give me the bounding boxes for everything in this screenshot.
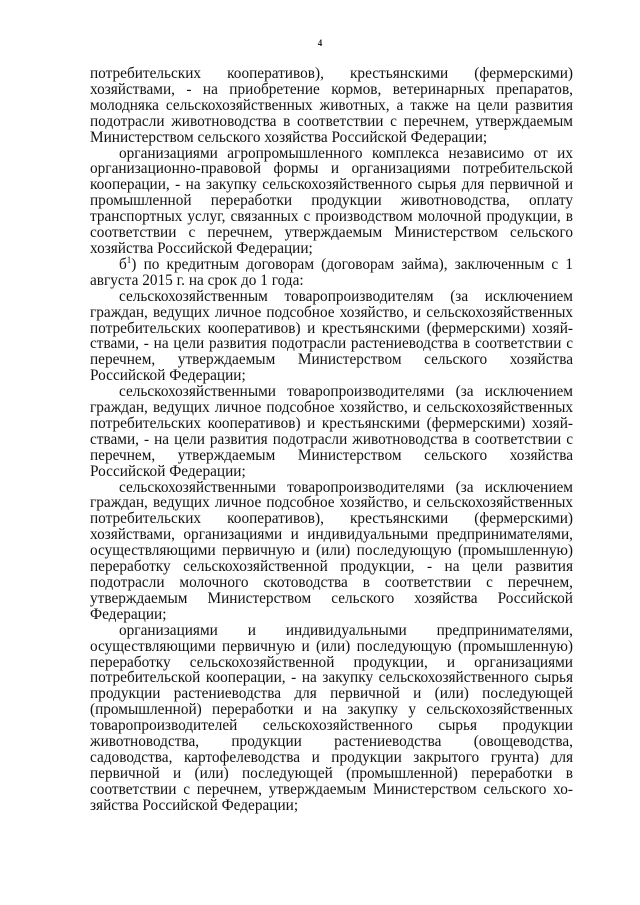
paragraph-6: сельскохозяйственными товаропроизводителями (за исключением граждан, ведущих личное подсобное хозяйство, и сельскохозяйственных потребительских кооперативов), крестьянскими (фермерскими) хозяйствами, организациями и индивидуальными предпринимателями, осуществляющими первичную и (или) последующую (промышленную) переработку сельскохозяйственной продукции, - на цели развития подотрасли молочного скотоводства в соответствии с перечнем, утверждаемым Министерством сельского хозяйства Российской Федерации; bbox=[90, 478, 573, 623]
paragraph-5: сельскохозяйственными товаропроизводителями (за исключением граждан, ведущих личное подсобное хозяйство, и сельскохозяйственных потребительских кооперативов) и крестьянскими (фермерскими) хозяйствами, - на цели развития подотрасли животноводства в соответствии с перечнем, утверждаемым Министерством сельского хозяйства Российской Федерации; bbox=[90, 383, 573, 480]
item-label-letter: б bbox=[119, 255, 127, 273]
paragraph-3 bbox=[90, 254, 573, 289]
page-number: 4 bbox=[317, 38, 323, 48]
paragraph-2: организациями агропромышленного комплекса независимо от их организационно-правовой формы и организациями потребительской кооперации, - на закупку сельскохозяйственного сырья для первичной и промышленной переработки продукции животноводства, оплату транспортных услуг, связанных с производством молочной продукции, в соответствии с перечнем, утверждаемым Министерством сельского хозяйства Российской Федерации; bbox=[90, 144, 573, 257]
paragraph-7: организациями и индивидуальными предпринимателями, осуществляющими первичную и (или) последующую (промышленную) переработку сельскохозяйственной продукции, и организациями потребительской кооперации, - на закупку сельскохозяйственного сырья продукции растениеводства для первичной и (или) последующей (промышленной) переработки и на закупку у сельскохозяйственных товаропроизводителей сельскохозяйственного сырья продукции животноводства, продукции растениеводства (овощеводства, садоводства, картофелеводства и продукции закрытого грунта) для первичной и (или) последующей (промышленной) переработки в соответствии с перечнем, утверждаемым Министерством сельского хозяйства Российской Федерации; bbox=[90, 621, 573, 814]
paragraph-3-text: по кредитным договорам (договорам займа), заключенным с 1 августа 2015 г. на срок до 1 года: bbox=[90, 255, 573, 289]
item-label-close: ) bbox=[131, 255, 137, 273]
paragraph-1: потребительских кооперативов), крестьянскими (фермерскими) хозяйствами, - на приобретение кормов, ветеринарных препаратов, молодняка сельскохозяйственных животных, а также на цели развития подотрасли животноводства в соответствии с перечнем, утверждаемым Министерством сельского хозяйства Российской Федерации; bbox=[90, 65, 573, 146]
body-text bbox=[90, 66, 573, 814]
item-label-superscript: 1 bbox=[126, 254, 132, 265]
paragraph-4: сельскохозяйственным товаропроизводителям (за исключением граждан, ведущих личное подсобное хозяйство, и сельскохозяйственных потребительских кооперативов) и крестьянскими (фермерскими) хозяйствами, - на цели развития подотрасли растениеводства в соответствии с перечнем, утверждаемым Министерством сельского хозяйства Российской Федерации; bbox=[90, 287, 573, 385]
